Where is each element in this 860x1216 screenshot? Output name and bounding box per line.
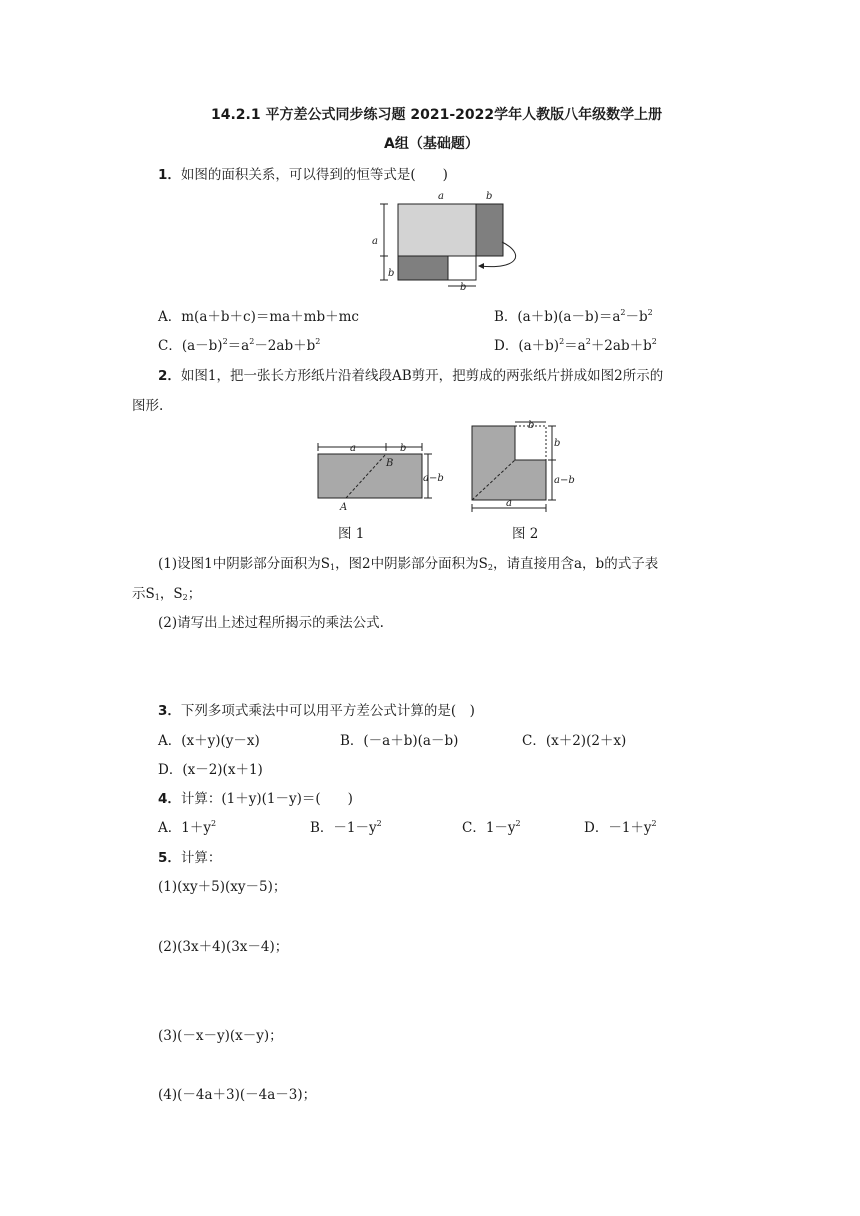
label-b-side: b bbox=[554, 438, 561, 449]
q1-option-c: C．$(a-b)^2=a^2-2ab+b^2$ bbox=[158, 337, 321, 354]
q4-option-c: C．$1-y^2$ bbox=[462, 819, 521, 836]
label-b-top: b bbox=[528, 420, 535, 431]
label-a-minus-b: a−b bbox=[554, 475, 575, 486]
q2-part1: (1)设图1中阴影部分面积为$S_1$，图2中阴影部分面积为$S_2$，请直接用含a，b的式子表 bbox=[158, 556, 659, 572]
question-2 bbox=[158, 364, 663, 384]
question-4 bbox=[158, 787, 353, 807]
figure-1 bbox=[314, 440, 450, 518]
q5-part-3: (3)(－x－y)(x－y)； bbox=[158, 1028, 283, 1044]
strip-b-bottom bbox=[398, 256, 448, 280]
question-3 bbox=[158, 699, 475, 719]
question-1 bbox=[158, 163, 448, 183]
cut-corner bbox=[448, 256, 476, 280]
missing-square bbox=[515, 426, 546, 460]
q5-part-1: (1)(xy＋5)(xy－5)； bbox=[158, 879, 287, 895]
figure-2-caption: 图 2 bbox=[512, 526, 539, 542]
q3-option-d: D．(x－2)(x＋1) bbox=[158, 762, 263, 778]
label-a: a bbox=[350, 443, 356, 454]
label-a-top: a bbox=[438, 191, 444, 202]
question-text: 下列多项式乘法中可以用平方差公式计算的是( ) bbox=[180, 703, 475, 719]
document-title: 14.2.1 平方差公式同步练习题 2021-2022学年人教版八年级数学上册 bbox=[211, 107, 663, 123]
point-b: B bbox=[386, 458, 394, 469]
q2-part1-line2: 示$S_1$，$S_2$； bbox=[132, 586, 202, 602]
question-number: 2． bbox=[158, 368, 181, 384]
l-shape-paper bbox=[472, 426, 546, 500]
q3-option-a: A．(x＋y)(y－x) bbox=[158, 733, 260, 749]
label-a-minus-b: a−b bbox=[423, 473, 444, 484]
strip-b-right bbox=[476, 204, 503, 256]
question-5 bbox=[158, 846, 221, 866]
q1-option-d: D．$(a+b)^2=a^2+2ab+b^2$ bbox=[494, 337, 657, 354]
figure-2 bbox=[468, 420, 580, 518]
question-text: 如图1，把一张长方形纸片沿着线段AB剪开，把剪成的两张纸片拼成如图2所示的 bbox=[180, 368, 664, 384]
question-text: 如图的面积关系，可以得到的恒等式是( ) bbox=[180, 167, 448, 183]
q4-option-b: B．$-1-y^2$ bbox=[310, 819, 382, 836]
square-a-region bbox=[398, 204, 476, 256]
point-a: A bbox=[340, 502, 348, 513]
group-heading: A组（基础题） bbox=[384, 136, 479, 152]
label-b: b bbox=[400, 443, 407, 454]
q1-option-b: B．$(a+b)(a-b)=a^2-b^2$ bbox=[494, 308, 653, 325]
question-number: 1． bbox=[158, 167, 181, 183]
question-number: 3． bbox=[158, 703, 181, 719]
question-text: 计算：(1＋y)(1－y)＝( ) bbox=[180, 791, 353, 807]
question-number: 4． bbox=[158, 791, 181, 807]
q5-part-4: (4)(－4a＋3)(－4a－3)； bbox=[158, 1087, 317, 1103]
question-number: 5． bbox=[158, 850, 181, 866]
label-b-left: b bbox=[388, 268, 395, 279]
q3-option-b: B．(－a＋b)(a－b) bbox=[340, 733, 459, 749]
label-a-left: a bbox=[372, 236, 378, 247]
figure-area-relation bbox=[368, 188, 524, 290]
q4-option-d: D．$-1+y^2$ bbox=[584, 819, 657, 836]
q1-option-a: A．m(a＋b＋c)＝ma＋mb＋mc bbox=[158, 309, 359, 325]
question-text: 计算： bbox=[180, 850, 222, 866]
q2-part2: (2)请写出上述过程所揭示的乘法公式. bbox=[158, 615, 384, 631]
q5-part-2: (2)(3x＋4)(3x－4)； bbox=[158, 939, 289, 955]
label-b-bottom: b bbox=[460, 282, 467, 290]
q3-option-c: C．(x＋2)(2＋x) bbox=[522, 733, 627, 749]
question-2-line2: 图形. bbox=[132, 398, 164, 414]
q4-option-a: A．$1+y^2$ bbox=[158, 819, 217, 836]
label-a-bottom: a bbox=[506, 498, 512, 509]
label-b-top: b bbox=[486, 191, 493, 202]
figure-1-caption: 图 1 bbox=[338, 526, 365, 542]
rectangle-paper bbox=[318, 454, 422, 498]
